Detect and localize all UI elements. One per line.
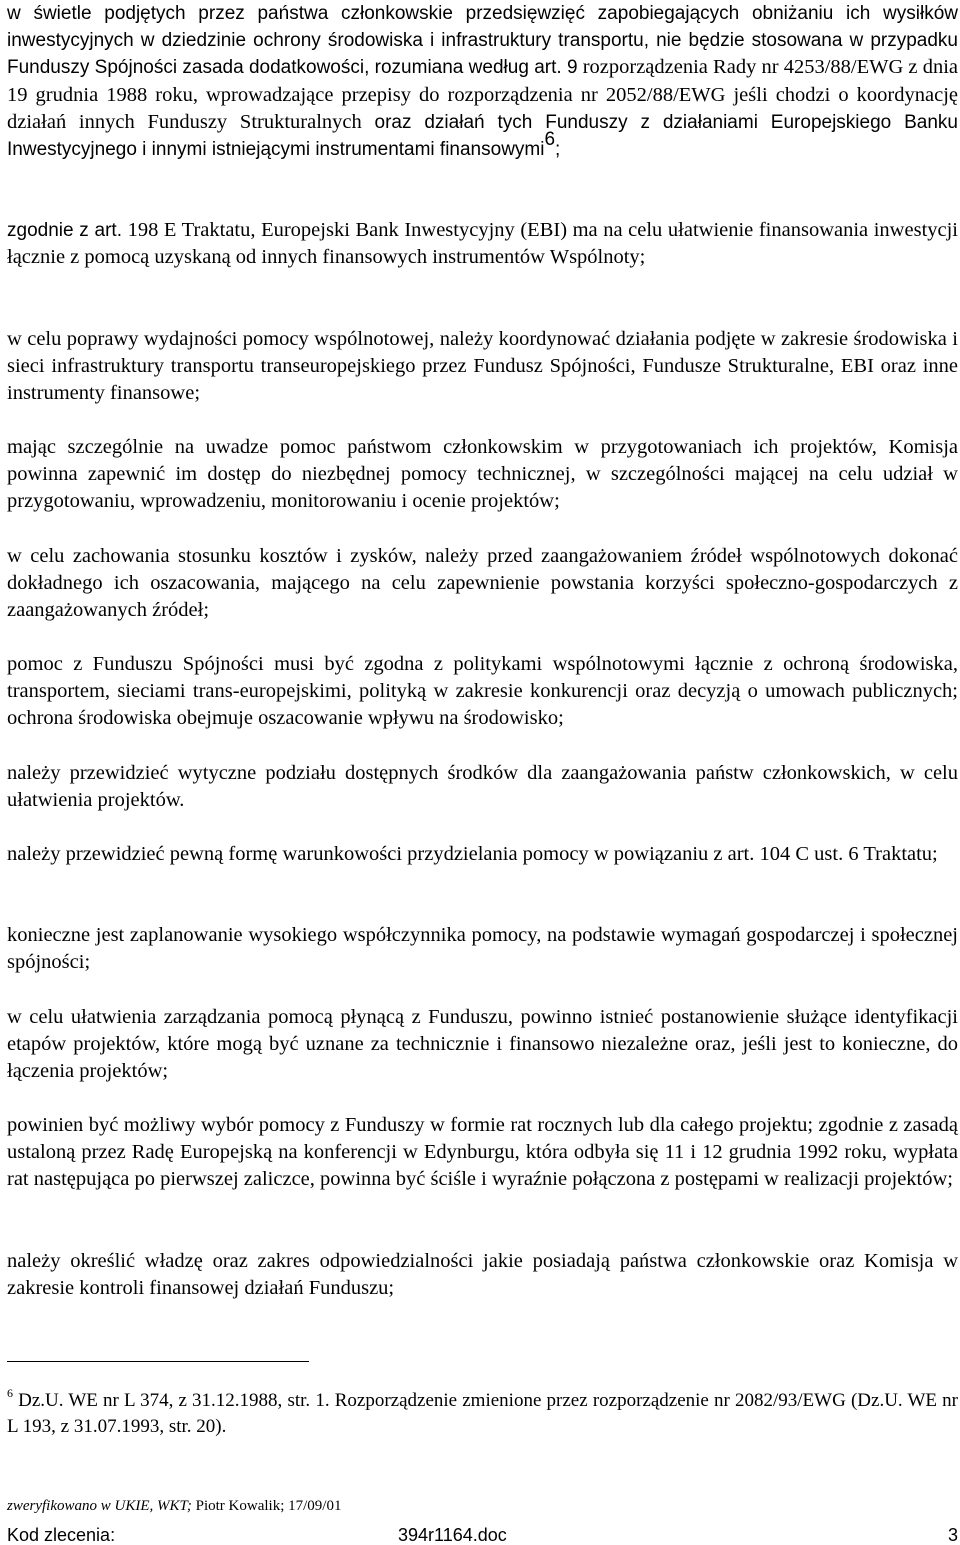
footer-document-name: 394r1164.doc	[398, 1525, 507, 1545]
footnote	[7, 1385, 958, 1440]
footnote-separator	[7, 1361, 309, 1362]
verification-note	[7, 1497, 341, 1515]
paragraph-ebi	[7, 217, 958, 271]
footnote-reference: 6	[544, 129, 556, 151]
paragraph-aid-rate: konieczne jest zaplanowanie wysokiego współczynnika pomocy, na podstawie wymagań gospodarczej i społecznej spójności;	[7, 924, 958, 974]
paragraph-text-tail: ;	[555, 139, 561, 161]
paragraph-conditionality: należy przewidzieć pewną formę warunkowości przydzielania pomocy w powiązaniu z art. 104 C ust. 6 Traktatu;	[7, 843, 938, 865]
footnote-marker: 6	[7, 1385, 13, 1400]
paragraph-text-sans-continued: oraz działań tych Funduszy z działaniami Europejskiego Banku Inwestycyjnego i innymi istniejącymi instrumentami finansowymi	[7, 111, 958, 161]
paragraph-policy-compliance: pomoc z Funduszu Spójności musi być zgodna z politykami wspólnotowymi łącznie z ochroną środowiska, transportem, sieciami trans-europejskimi, polityką w zakresie konkurencji oraz decyzją o umowach publicznych; ochrona środowiska obejmuje oszacowanie wpływu na środowisko;	[7, 653, 958, 730]
paragraph-text: 198 E Traktatu, Europejski Bank Inwestycyjny (EBI) ma na celu ułatwienie finansowania inwestycji łącznie z pomocą uzyskaną od innych finansowych instrumentów Wspólnoty;	[7, 219, 959, 269]
page-footer	[7, 1523, 958, 1545]
footnote-text: Dz.U. WE nr L 374, z 31.12.1988, str. 1. Rozporządzenie zmienione przez rozporządzenie nr 2082/93/EWG (Dz.U. WE nr L 193, z 31.07.1993, str. 20).	[7, 1390, 958, 1437]
paragraph-project-stages: w celu ułatwienia zarządzania pomocą płynącą z Funduszu, powinno istnieć postanowienie służące identyfikacji etapów projektów, które mogą być uznane za technicznie i finansowo niezależne oraz, jeśli jest to konieczne, do łączenia projektów;	[7, 1006, 958, 1083]
paragraph-lead: zgodnie z art.	[7, 220, 122, 241]
verification-rest: Piotr Kowalik; 17/09/01	[191, 1498, 342, 1514]
footer-page-number: 3	[947, 1525, 958, 1545]
paragraph-cost-benefit: w celu zachowania stosunku kosztów i zysków, należy przed zaangażowaniem źródeł wspólnotowych dokonać dokładnego ich oszacowania, mającego na celu zapewnienie powstania korzyści społeczno-gospodarczych z zaangażowanych źródeł;	[7, 545, 958, 622]
footer-order-label: Kod zlecenia:	[7, 1525, 116, 1545]
verification-italic: zweryfikowano w UKIE, WKT;	[7, 1498, 192, 1514]
paragraph-technical-assistance: mając szczególnie na uwadze pomoc państwom członkowskim w przygotowaniach ich projektów, Komisja powinna zapewnić im dostęp do niezbędnej pomocy technicznej, w szczególności mającej na celu udział w przygotowaniu, wprowadzeniu, monitorowaniu i ocenie projektów;	[7, 436, 958, 513]
paragraph-text-serif: rozporządzenia Rady nr 4253/88/EWG z dnia 19 grudnia 1988 roku, wprowadzające przepisy do rozporządzenia nr 2052/88/EWG jeśli chodzi o koordynację działań innych Funduszy Strukturalnych	[7, 56, 958, 133]
paragraph-allocation-guidelines: należy przewidzieć wytyczne podziału dostępnych środków dla zaangażowania państw członkowskich, w celu ułatwienia projektów.	[7, 762, 958, 812]
paragraph-additionality	[7, 0, 958, 163]
paragraph-annual-instalments: powinien być możliwy wybór pomocy z Funduszy w formie rat rocznych lub dla całego projektu; zgodnie z zasadą ustaloną przez Radę Europejską na konferencji w Edynburgu, która odbyła się 11 i 12 grudnia 1992 roku, wypłata rat następująca po pierwszej zaliczce, powinna być ściśle i wyraźnie połączona z postępami w realizacji projektów;	[7, 1114, 958, 1191]
paragraph-financial-control: należy określić władzę oraz zakres odpowiedzialności jakie posiadają państwa członkowskie oraz Komisja w zakresie kontroli finansowej działań Funduszu;	[7, 1250, 958, 1300]
paragraph-coordination: w celu poprawy wydajności pomocy wspólnotowej, należy koordynować działania podjęte w zakresie środowiska i sieci infrastruktury transportu transeuropejskiego przez Fundusz Spójności, Fundusze Strukturalne, EBI oraz inne instrumenty finansowe;	[7, 328, 958, 405]
paragraph-text-sans: w świetle podjętych przez państwa członkowskie przedsięwzięć zapobiegających obniżaniu ich wysiłków inwestycyjnych w dziedzinie ochrony środowiska i infrastruktury transportu, nie będzie stosowana w przypadku Funduszy Spójności zasada dodatkowości, rozumiana według art. 9	[7, 3, 958, 79]
